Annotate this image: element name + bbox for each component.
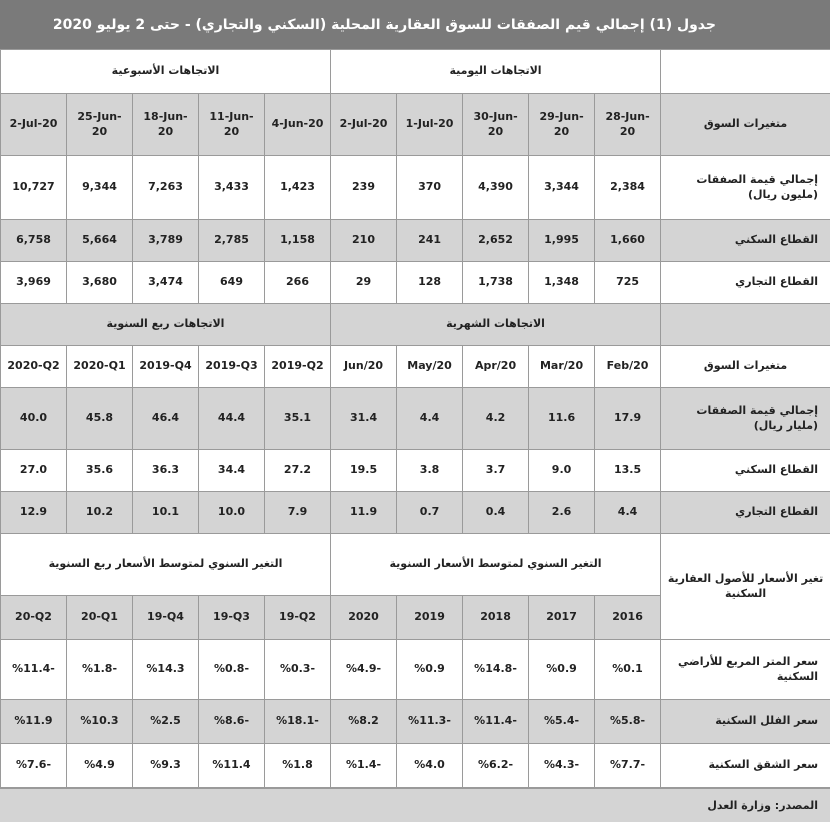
table-cell: 2,652 — [463, 220, 529, 262]
table-row — [1, 262, 830, 304]
table-cell: 3,680 — [67, 262, 133, 304]
row-label: إجمالي قيمة الصفقات (مليون ريال) — [661, 156, 830, 220]
table-cell: 31.4 — [331, 388, 397, 450]
table-cell: 34.4 — [199, 450, 265, 492]
table-cell: 27.2 — [265, 450, 331, 492]
column-header: 2019-Q2 — [265, 346, 331, 388]
table-cell: %4.9- — [331, 640, 397, 700]
table-cell: 210 — [331, 220, 397, 262]
table-cell: 4.2 — [463, 388, 529, 450]
table-cell: 11.6 — [529, 388, 595, 450]
table-cell: 45.8 — [67, 388, 133, 450]
table-cell: 10.0 — [199, 492, 265, 534]
table-cell: 2.6 — [529, 492, 595, 534]
table-cell: %14.3 — [133, 640, 199, 700]
table-cell: 128 — [397, 262, 463, 304]
column-header: 2020 — [331, 596, 397, 640]
section-header-row — [1, 304, 830, 346]
table-cell: 3,474 — [133, 262, 199, 304]
table-cell: %11.3- — [397, 700, 463, 744]
column-header: 11-Jun-20 — [199, 94, 265, 156]
section-daily-title: الاتجاهات اليومية — [331, 50, 661, 94]
table-cell: 1,423 — [265, 156, 331, 220]
column-header: 25-Jun-20 — [67, 94, 133, 156]
table-cell: 12.9 — [1, 492, 67, 534]
column-header: 2019-Q3 — [199, 346, 265, 388]
table-row — [1, 156, 830, 220]
table-cell: 5,664 — [67, 220, 133, 262]
table-cell: %14.8- — [463, 640, 529, 700]
table-cell: %0.9 — [397, 640, 463, 700]
table-cell: 35.1 — [265, 388, 331, 450]
table-cell: 1,660 — [595, 220, 661, 262]
table-cell: %5.8- — [595, 700, 661, 744]
section-weekly-title: الاتجاهات الأسبوعية — [1, 50, 331, 94]
column-header-row — [1, 346, 830, 388]
column-header: Jun/20 — [331, 346, 397, 388]
table-cell: 3,344 — [529, 156, 595, 220]
table-cell: %4.0 — [397, 744, 463, 788]
table-cell: 7,263 — [133, 156, 199, 220]
table-cell: 3,433 — [199, 156, 265, 220]
table-cell: 10.2 — [67, 492, 133, 534]
table-cell: %4.9 — [67, 744, 133, 788]
row-label: إجمالي قيمة الصفقات (مليار ريال) — [661, 388, 830, 450]
table-cell: 4.4 — [397, 388, 463, 450]
table-cell: 370 — [397, 156, 463, 220]
corner-cell — [661, 50, 830, 94]
row-header-label: تغير الأسعار للأصول العقارية السكنية — [661, 534, 830, 640]
table-cell: 0.4 — [463, 492, 529, 534]
row-label: القطاع السكني — [661, 220, 830, 262]
table-cell: 1,995 — [529, 220, 595, 262]
table-cell: %7.6- — [1, 744, 67, 788]
column-header: 2017 — [529, 596, 595, 640]
row-header-label: متغيرات السوق — [661, 346, 830, 388]
section-quarterly-title: الاتجاهات ربع السنوية — [1, 304, 331, 346]
table-cell: %0.1 — [595, 640, 661, 700]
column-header: Feb/20 — [595, 346, 661, 388]
column-header: 4-Jun-20 — [265, 94, 331, 156]
table-cell: 36.3 — [133, 450, 199, 492]
table-cell: %8.2 — [331, 700, 397, 744]
column-header: 19-Q3 — [199, 596, 265, 640]
table-cell: 241 — [397, 220, 463, 262]
column-header: 20-Q1 — [67, 596, 133, 640]
column-header: 2016 — [595, 596, 661, 640]
column-header: 2019 — [397, 596, 463, 640]
table-cell: %11.9 — [1, 700, 67, 744]
table-cell: %8.6- — [199, 700, 265, 744]
table-cell: 1,348 — [529, 262, 595, 304]
table-cell: 0.7 — [397, 492, 463, 534]
column-header: 20-Q2 — [1, 596, 67, 640]
table-row — [1, 220, 830, 262]
table-cell: 3.8 — [397, 450, 463, 492]
table-cell: 3.7 — [463, 450, 529, 492]
row-label: القطاع التجاري — [661, 492, 830, 534]
table-cell: 27.0 — [1, 450, 67, 492]
table-cell: 44.4 — [199, 388, 265, 450]
column-header: 29-Jun-20 — [529, 94, 595, 156]
table-cell: 10.1 — [133, 492, 199, 534]
table-cell: 40.0 — [1, 388, 67, 450]
table-cell: 649 — [199, 262, 265, 304]
table-cell: %2.5 — [133, 700, 199, 744]
section-annual-title: التغير السنوي لمتوسط الأسعار السنوية — [331, 534, 661, 596]
table-cell: 9.0 — [529, 450, 595, 492]
table-cell: 19.5 — [331, 450, 397, 492]
column-header: 2020-Q1 — [67, 346, 133, 388]
table-cell: %11.4 — [199, 744, 265, 788]
column-header: May/20 — [397, 346, 463, 388]
row-label: القطاع السكني — [661, 450, 830, 492]
section-header-row — [1, 50, 830, 94]
table-cell: 2,785 — [199, 220, 265, 262]
table-cell: %11.4- — [463, 700, 529, 744]
table-cell: %5.4- — [529, 700, 595, 744]
table-cell: %0.3- — [265, 640, 331, 700]
table-cell: 13.5 — [595, 450, 661, 492]
table-cell: 6,758 — [1, 220, 67, 262]
table-cell: 4,390 — [463, 156, 529, 220]
column-header: 28-Jun-20 — [595, 94, 661, 156]
column-header: 1-Jul-20 — [397, 94, 463, 156]
source-note: المصدر: وزارة العدل — [0, 788, 830, 822]
table-cell: %0.9 — [529, 640, 595, 700]
corner-cell — [661, 304, 830, 346]
table-row — [1, 492, 830, 534]
row-label: سعر المتر المربع للأراضي السكنية — [661, 640, 830, 700]
table-cell: 2,384 — [595, 156, 661, 220]
table-cell: 35.6 — [67, 450, 133, 492]
column-header-row — [1, 94, 830, 156]
table-row — [1, 700, 830, 744]
table-cell: %7.7- — [595, 744, 661, 788]
section-header-row — [1, 534, 830, 596]
column-header: 2020-Q2 — [1, 346, 67, 388]
table-cell: 239 — [331, 156, 397, 220]
column-header: 19-Q2 — [265, 596, 331, 640]
column-header: 2-Jul-20 — [1, 94, 67, 156]
table-cell: 10,727 — [1, 156, 67, 220]
column-header: 2-Jul-20 — [331, 94, 397, 156]
column-header: 30-Jun-20 — [463, 94, 529, 156]
table-cell: 9,344 — [67, 156, 133, 220]
table-cell: 7.9 — [265, 492, 331, 534]
table-cell: %1.8 — [265, 744, 331, 788]
table-cell: %9.3 — [133, 744, 199, 788]
table-cell: 4.4 — [595, 492, 661, 534]
table-row — [1, 744, 830, 788]
table-cell: 46.4 — [133, 388, 199, 450]
table-cell: 29 — [331, 262, 397, 304]
table-cell: 11.9 — [331, 492, 397, 534]
table-cell: %11.4- — [1, 640, 67, 700]
table-cell: 1,158 — [265, 220, 331, 262]
table-cell: 1,738 — [463, 262, 529, 304]
table-cell: 266 — [265, 262, 331, 304]
table-cell: 725 — [595, 262, 661, 304]
table-cell: %0.8- — [199, 640, 265, 700]
table-cell: %1.4- — [331, 744, 397, 788]
column-header: Apr/20 — [463, 346, 529, 388]
table-cell: %1.8- — [67, 640, 133, 700]
table-row — [1, 388, 830, 450]
column-header: 18-Jun-20 — [133, 94, 199, 156]
section-quarterly-price-title: التغير السنوي لمتوسط الأسعار ربع السنوية — [1, 534, 331, 596]
table-cell: 17.9 — [595, 388, 661, 450]
table-cell: %4.3- — [529, 744, 595, 788]
market-table — [0, 49, 830, 788]
table-row — [1, 450, 830, 492]
table-title: جدول (1) إجمالي قيم الصفقات للسوق العقارية المحلية (السكني والتجاري) - حتى 2 يوليو 2020 — [0, 0, 830, 49]
table-cell: %10.3 — [67, 700, 133, 744]
table-cell: %18.1- — [265, 700, 331, 744]
column-header: 19-Q4 — [133, 596, 199, 640]
column-header: 2019-Q4 — [133, 346, 199, 388]
column-header: 2018 — [463, 596, 529, 640]
table-cell: 3,969 — [1, 262, 67, 304]
row-label: القطاع التجاري — [661, 262, 830, 304]
section-monthly-title: الاتجاهات الشهرية — [331, 304, 661, 346]
row-label: سعر الشقق السكنية — [661, 744, 830, 788]
row-header-label: متغيرات السوق — [661, 94, 830, 156]
table-cell: 3,789 — [133, 220, 199, 262]
table-cell: %6.2- — [463, 744, 529, 788]
column-header: Mar/20 — [529, 346, 595, 388]
table-row — [1, 640, 830, 700]
row-label: سعر الفلل السكنية — [661, 700, 830, 744]
